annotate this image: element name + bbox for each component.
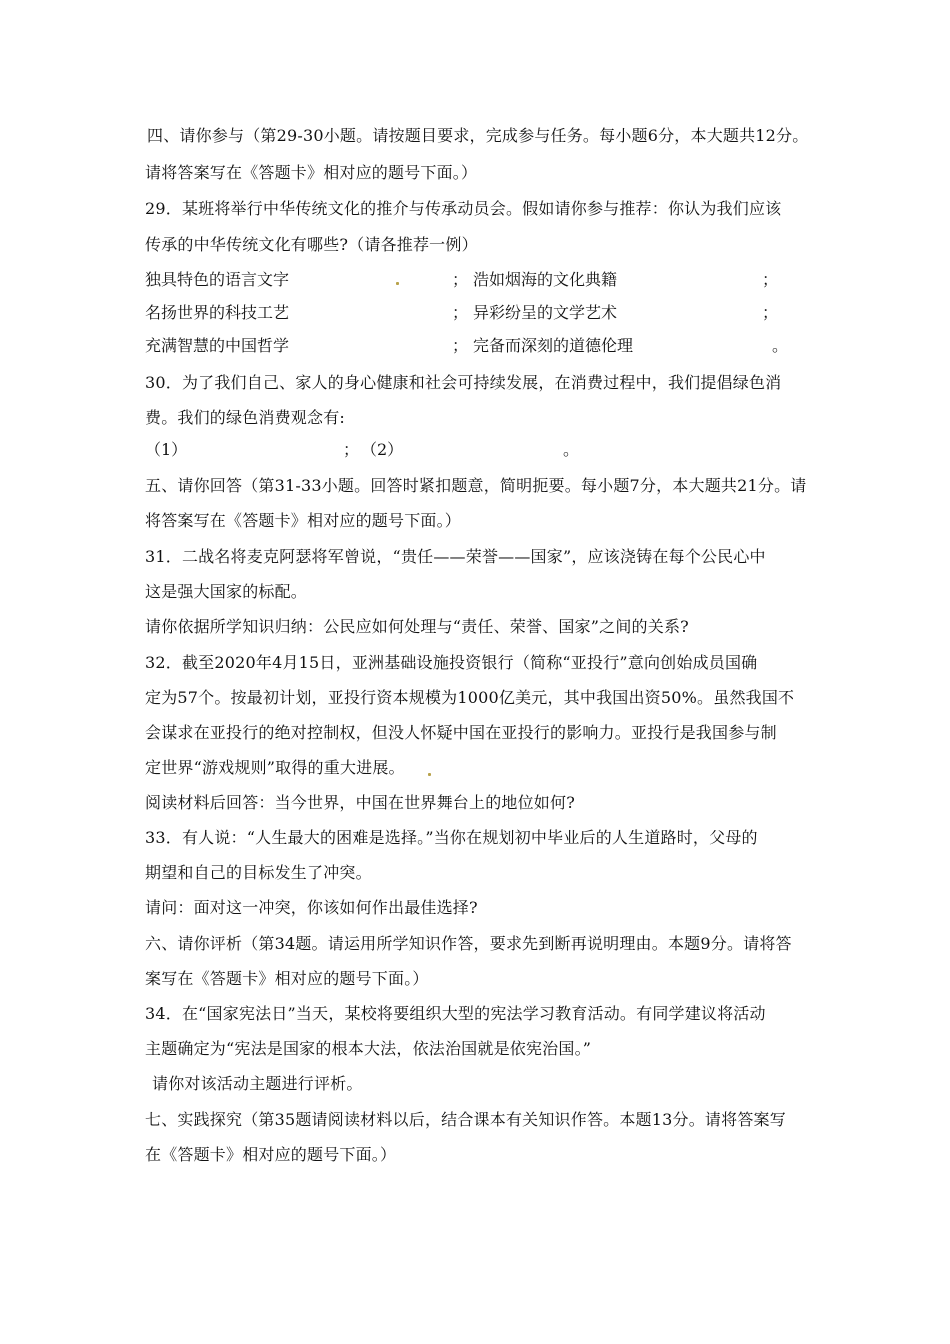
q29-row2-sep: ；	[452, 303, 469, 322]
section-5-heading-cont: 将答案写在《答题卡》相对应的题号下面。）	[145, 511, 462, 530]
question-31-cont: 这是强大国家的标配。	[145, 582, 308, 601]
question-33: 33．有人说：“人生最大的困难是选择。”当你在规划初中毕业后的人生道路时，父母的	[145, 828, 758, 847]
question-32-cont-3: 定世界“游戏规则”取得的重大进展。	[145, 758, 405, 777]
q30-end: 。	[563, 440, 580, 459]
q29-row1-left: 独具特色的语言文字	[145, 270, 290, 289]
question-32-cont-1: 定为57个。按最初计划，亚投行资本规模为1000亿美元，其中我国出资50%。虽然我国不	[145, 688, 795, 707]
q29-row3-sep: ；	[452, 336, 469, 355]
section-7-heading-cont: 在《答题卡》相对应的题号下面。）	[145, 1145, 397, 1164]
section-4-heading: 四、请你参与（第29-30小题。请按题目要求，完成参与任务。每小题6分，本大题共12分。	[147, 126, 809, 145]
question-30: 30．为了我们自己、家人的身心健康和社会可持续发展，在消费过程中，我们提倡绿色消	[145, 373, 782, 392]
q29-row2-left: 名扬世界的科技工艺	[145, 303, 290, 322]
q30-item-1: （1）	[145, 440, 188, 459]
question-32-prompt: 阅读材料后回答：当今世界，中国在世界舞台上的地位如何?	[145, 793, 575, 812]
question-29-cont: 传承的中华传统文化有哪些?（请各推荐一例）	[145, 235, 478, 254]
q29-row1-right: 浩如烟海的文化典籍	[473, 270, 618, 289]
question-34-cont: 主题确定为“宪法是国家的根本大法，依法治国就是依宪治国。”	[145, 1039, 592, 1058]
question-34: 34．在“国家宪法日”当天，某校将要组织大型的宪法学习教育活动。有同学建议将活动	[145, 1004, 766, 1023]
question-29: 29．某班将举行中华传统文化的推介与传承动员会。假如请你参与推荐：你认为我们应该	[145, 199, 782, 218]
section-6-heading-cont: 案写在《答题卡》相对应的题号下面。）	[145, 969, 429, 988]
section-6-heading: 六、请你评析（第34题。请运用所学知识作答，要求先到断再说明理由。本题9分。请将答	[145, 934, 792, 953]
question-32: 32．截至2020年4月15日，亚洲基础设施投资银行（简称“亚投行”意向创始成员国确	[145, 653, 758, 672]
scan-mark	[428, 773, 431, 776]
question-32-cont-2: 会谋求在亚投行的绝对控制权，但没人怀疑中国在亚投行的影响力。亚投行是我国参与制	[145, 723, 777, 742]
scan-mark	[396, 282, 399, 285]
q29-row3-right: 完备而深刻的道德伦理	[473, 336, 634, 355]
question-30-cont: 费。我们的绿色消费观念有:	[145, 408, 345, 427]
q29-row1-sep: ；	[452, 270, 469, 289]
question-33-prompt: 请问：面对这一冲突，你该如何作出最佳选择?	[145, 898, 478, 917]
section-4-heading-cont: 请将答案写在《答题卡》相对应的题号下面。）	[145, 163, 478, 182]
section-7-heading: 七、实践探究（第35题请阅读材料以后，结合课本有关知识作答。本题13分。请将答案写	[145, 1110, 786, 1129]
q29-row2-right: 异彩纷呈的文学艺术	[473, 303, 618, 322]
question-33-cont: 期望和自己的目标发生了冲突。	[145, 863, 372, 882]
q29-row3-left: 充满智慧的中国哲学	[145, 336, 290, 355]
q30-item-2: （2）	[361, 440, 404, 459]
question-31-prompt: 请你依据所学知识归纳：公民应如何处理与“责任、荣誉、国家”之间的关系?	[145, 617, 689, 636]
q29-row3-end: 。	[772, 336, 789, 355]
question-31: 31．二战名将麦克阿瑟将军曾说，“贵任——荣誉——国家”，应该浇铸在每个公民心中	[145, 547, 766, 566]
q29-row2-end: ；	[762, 303, 779, 322]
q30-sep: ；	[343, 440, 360, 459]
section-5-heading: 五、请你回答（第31-33小题。回答时紧扣题意，简明扼要。每小题7分，本大题共21分。请	[145, 476, 807, 495]
q29-row1-end: ；	[762, 270, 779, 289]
question-34-prompt: 请你对该活动主题进行评析。	[152, 1074, 363, 1093]
